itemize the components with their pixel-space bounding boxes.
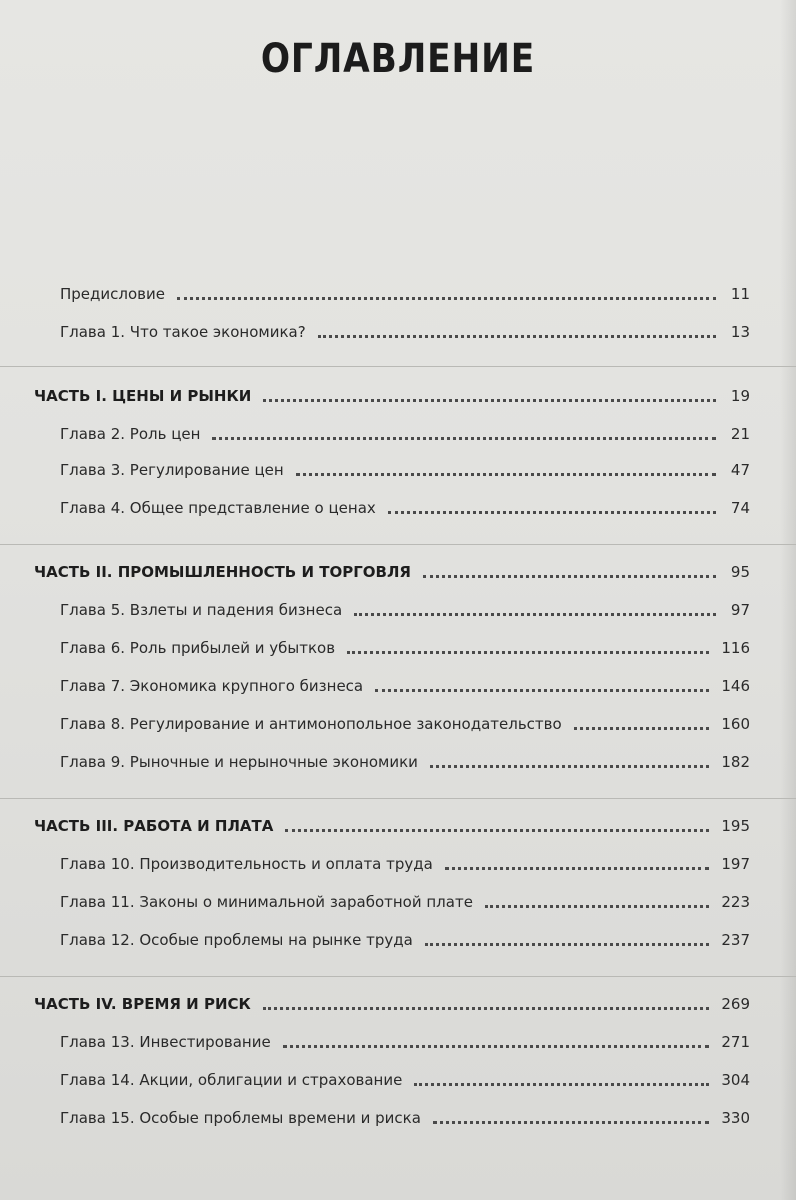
toc-entry-chapter-15[interactable] xyxy=(60,1102,750,1130)
toc-entry-chapter-11[interactable] xyxy=(60,886,750,914)
section-divider xyxy=(0,366,796,367)
dot-leader xyxy=(285,829,709,832)
toc-entry-page: 116 xyxy=(721,639,750,657)
toc-entry-label: ЧАСТЬ II. ПРОМЫШЛЕННОСТЬ И ТОРГОВЛЯ xyxy=(34,563,411,581)
toc-entry-label: Глава 11. Законы о минимальной заработной плате xyxy=(60,893,473,911)
toc-entry-part-4[interactable] xyxy=(34,988,750,1016)
dot-leader xyxy=(354,613,716,616)
dot-leader xyxy=(485,905,709,908)
toc-entry-page: 182 xyxy=(721,753,750,771)
toc-entry-page: 271 xyxy=(721,1033,750,1051)
section-divider xyxy=(0,976,796,977)
toc-entry-chapter-10[interactable] xyxy=(60,848,750,876)
dot-leader xyxy=(445,867,710,870)
toc-entry-chapter-4[interactable] xyxy=(60,492,750,520)
dot-leader xyxy=(388,511,716,514)
dot-leader xyxy=(263,399,716,402)
toc-entry-page: 197 xyxy=(721,855,750,873)
toc-entry-page: 74 xyxy=(730,499,750,517)
toc-entry-page: 95 xyxy=(730,563,750,581)
dot-leader xyxy=(283,1045,710,1048)
toc-entry-label: Глава 10. Производительность и оплата труда xyxy=(60,855,433,873)
toc-entry-chapter-9[interactable] xyxy=(60,746,750,774)
toc-entry-label: Глава 14. Акции, облигации и страхование xyxy=(60,1071,403,1089)
toc-entry-label: Глава 6. Роль прибылей и убытков xyxy=(60,639,336,657)
dot-leader xyxy=(425,943,709,946)
toc-entry-chapter-8[interactable] xyxy=(60,708,750,736)
toc-entry-chapter-13[interactable] xyxy=(60,1026,750,1054)
toc-entry-preface[interactable] xyxy=(60,278,750,306)
toc-entry-page: 223 xyxy=(721,893,750,911)
toc-entry-chapter-3[interactable] xyxy=(60,454,750,482)
toc-entry-page: 330 xyxy=(721,1109,750,1127)
page-edge-shadow xyxy=(780,0,796,1200)
toc-entry-page: 97 xyxy=(730,601,750,619)
toc-entry-label: ЧАСТЬ IV. ВРЕМЯ И РИСК xyxy=(34,995,251,1013)
toc-entry-label: Глава 4. Общее представление о ценах xyxy=(60,499,376,517)
toc-entry-label: ЧАСТЬ I. ЦЕНЫ И РЫНКИ xyxy=(34,387,252,405)
toc-entry-label: Глава 8. Регулирование и антимонопольное законодательство xyxy=(60,715,562,733)
toc-entry-chapter-7[interactable] xyxy=(60,670,750,698)
dot-leader xyxy=(318,335,716,338)
section-divider xyxy=(0,798,796,799)
toc-entry-page: 237 xyxy=(721,931,750,949)
dot-leader xyxy=(263,1007,710,1010)
dot-leader xyxy=(347,651,709,654)
toc-entry-label: ЧАСТЬ III. РАБОТА И ПЛАТА xyxy=(34,817,274,835)
toc-entry-chapter-5[interactable] xyxy=(60,594,750,622)
dot-leader xyxy=(296,473,716,476)
toc-entry-label: Глава 13. Инвестирование xyxy=(60,1033,271,1051)
dot-leader xyxy=(375,689,709,692)
toc-entry-page: 160 xyxy=(721,715,750,733)
toc-entry-label: Глава 2. Роль цен xyxy=(60,425,201,443)
dot-leader xyxy=(433,1121,709,1124)
dot-leader xyxy=(212,437,716,440)
toc-entry-page: 21 xyxy=(730,425,750,443)
dot-leader xyxy=(574,727,710,730)
toc-entry-part-2[interactable] xyxy=(34,556,750,584)
dot-leader xyxy=(423,575,716,578)
toc-entry-label: Глава 12. Особые проблемы на рынке труда xyxy=(60,931,413,949)
dot-leader xyxy=(430,765,709,768)
toc-entry-label: Глава 5. Взлеты и падения бизнеса xyxy=(60,601,343,619)
toc-entry-label: Глава 9. Рыночные и нерыночные экономики xyxy=(60,753,418,771)
toc-entry-chapter-1[interactable] xyxy=(60,316,750,344)
page-title: ОГЛАВЛЕНИЕ xyxy=(260,36,536,82)
section-divider xyxy=(0,544,796,545)
toc-entry-page: 195 xyxy=(721,817,750,835)
toc-entry-chapter-14[interactable] xyxy=(60,1064,750,1092)
toc-entry-label: Глава 7. Экономика крупного бизнеса xyxy=(60,677,364,695)
toc-entry-page: 146 xyxy=(721,677,750,695)
toc-entry-chapter-12[interactable] xyxy=(60,924,750,952)
dot-leader xyxy=(414,1083,709,1086)
toc-entry-chapter-6[interactable] xyxy=(60,632,750,660)
toc-entry-label: Глава 15. Особые проблемы времени и риска xyxy=(60,1109,421,1127)
toc-entry-page: 13 xyxy=(730,323,750,341)
toc-entry-label: Предисловие xyxy=(60,285,165,303)
toc-entry-label: Глава 3. Регулирование цен xyxy=(60,461,284,479)
toc-entry-page: 19 xyxy=(730,387,750,405)
toc-entry-page: 11 xyxy=(730,285,750,303)
toc-entry-page: 304 xyxy=(721,1071,750,1089)
toc-entry-page: 47 xyxy=(730,461,750,479)
toc-entry-chapter-2[interactable] xyxy=(60,418,750,446)
toc-entry-label: Глава 1. Что такое экономика? xyxy=(60,323,306,341)
dot-leader xyxy=(177,297,716,300)
toc-entry-page: 269 xyxy=(721,995,750,1013)
toc-entry-part-1[interactable] xyxy=(34,380,750,408)
toc-entry-part-3[interactable] xyxy=(34,810,750,838)
